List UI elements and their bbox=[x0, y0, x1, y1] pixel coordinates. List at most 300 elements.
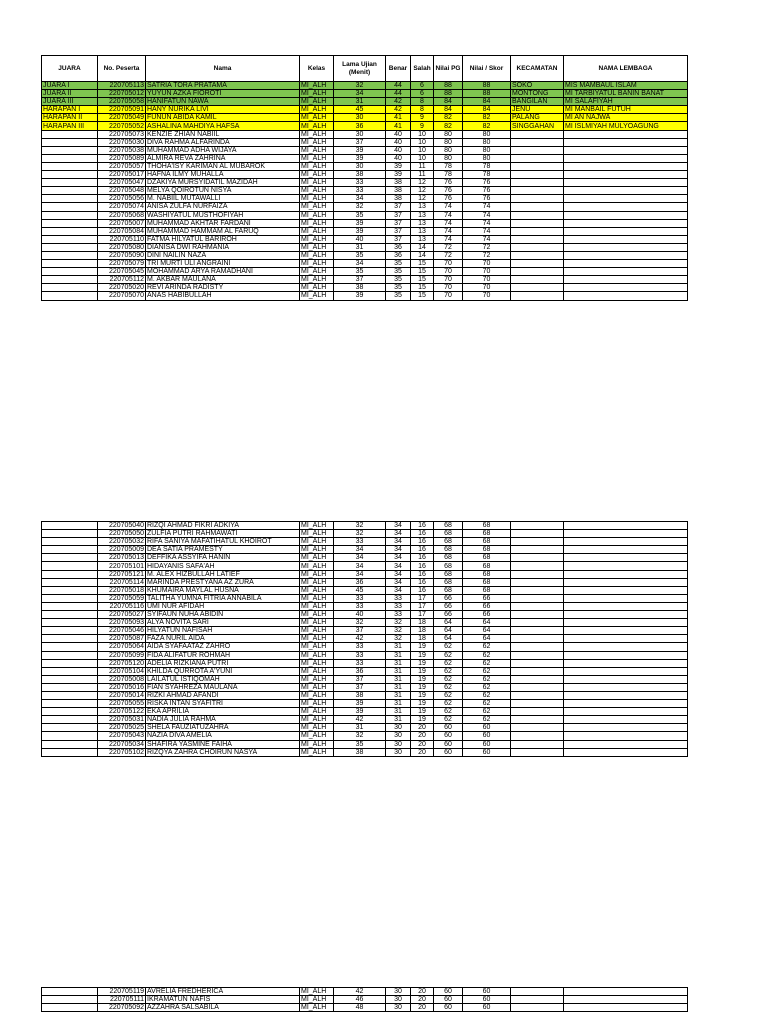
cell-nilai-skor: 68 bbox=[463, 522, 511, 530]
cell-kelas: MI_ALH bbox=[300, 130, 334, 138]
cell-nilai-skor: 66 bbox=[463, 594, 511, 602]
table-row bbox=[42, 619, 688, 627]
cell-salah: 19 bbox=[411, 675, 434, 683]
cell-juara bbox=[42, 651, 98, 659]
cell-benar: 31 bbox=[386, 651, 411, 659]
cell-kecamatan bbox=[511, 146, 564, 154]
cell-nilai-pg: 76 bbox=[434, 195, 463, 203]
cell-lama-ujian: 46 bbox=[334, 996, 386, 1004]
cell-lama-ujian: 39 bbox=[334, 154, 386, 162]
cell-benar: 32 bbox=[386, 627, 411, 635]
cell-no-peserta: 220705013 bbox=[98, 554, 146, 562]
cell-nilai-pg: 74 bbox=[434, 211, 463, 219]
cell-nilai-skor: 74 bbox=[463, 211, 511, 219]
table-row bbox=[42, 578, 688, 586]
cell-juara bbox=[42, 740, 98, 748]
col-kecamatan-header: KECAMATAN bbox=[511, 56, 564, 82]
cell-lama-ujian: 35 bbox=[334, 251, 386, 259]
cell-juara bbox=[42, 235, 98, 243]
cell-nilai-skor: 68 bbox=[463, 570, 511, 578]
cell-kelas: MI_ALH bbox=[300, 235, 334, 243]
cell-benar: 33 bbox=[386, 594, 411, 602]
cell-kelas: MI_ALH bbox=[300, 708, 334, 716]
cell-nilai-skor: 76 bbox=[463, 195, 511, 203]
cell-nilai-skor: 62 bbox=[463, 667, 511, 675]
col-nama-header: Nama bbox=[146, 56, 300, 82]
cell-juara bbox=[42, 268, 98, 276]
cell-nilai-skor: 68 bbox=[463, 538, 511, 546]
cell-no-peserta: 220705017 bbox=[98, 171, 146, 179]
cell-kelas: MI_ALH bbox=[300, 90, 334, 98]
cell-lama-ujian: 33 bbox=[334, 538, 386, 546]
cell-juara: JUARA I bbox=[42, 82, 98, 90]
cell-nilai-skor: 70 bbox=[463, 260, 511, 268]
cell-no-peserta: 220705114 bbox=[98, 578, 146, 586]
cell-benar: 37 bbox=[386, 211, 411, 219]
cell-nama: HAFNA ILMY MUHALLA bbox=[146, 171, 300, 179]
cell-nama-lembaga bbox=[564, 578, 688, 586]
cell-nilai-skor: 76 bbox=[463, 179, 511, 187]
cell-nama-lembaga bbox=[564, 203, 688, 211]
cell-nama-lembaga: MIS MAMBAUL ISLAM bbox=[564, 82, 688, 90]
cell-nilai-skor: 68 bbox=[463, 562, 511, 570]
cell-kelas: MI_ALH bbox=[300, 578, 334, 586]
table-row bbox=[42, 522, 688, 530]
cell-nama-lembaga bbox=[564, 171, 688, 179]
cell-benar: 37 bbox=[386, 227, 411, 235]
cell-nama-lembaga bbox=[564, 1004, 688, 1012]
cell-lama-ujian: 38 bbox=[334, 284, 386, 292]
cell-kecamatan bbox=[511, 171, 564, 179]
cell-nilai-skor: 70 bbox=[463, 292, 511, 300]
cell-lama-ujian: 34 bbox=[334, 195, 386, 203]
cell-nama: SYIFAUN NUHA ABIDIN bbox=[146, 611, 300, 619]
cell-nama-lembaga bbox=[564, 627, 688, 635]
col-no-header: No. Peserta bbox=[98, 56, 146, 82]
cell-kecamatan bbox=[511, 578, 564, 586]
cell-nama: ASHALINA MAHDIYA HAFSA bbox=[146, 122, 300, 130]
cell-lama-ujian: 39 bbox=[334, 292, 386, 300]
cell-juara bbox=[42, 691, 98, 699]
cell-salah: 10 bbox=[411, 138, 434, 146]
cell-benar: 44 bbox=[386, 90, 411, 98]
cell-benar: 37 bbox=[386, 235, 411, 243]
cell-nama-lembaga bbox=[564, 219, 688, 227]
table-row bbox=[42, 988, 688, 996]
cell-salah: 20 bbox=[411, 988, 434, 996]
cell-benar: 30 bbox=[386, 748, 411, 756]
cell-lama-ujian: 32 bbox=[334, 732, 386, 740]
cell-nilai-skor: 62 bbox=[463, 700, 511, 708]
cell-nama: KENZIE ZHIAN NABIIL bbox=[146, 130, 300, 138]
cell-kecamatan bbox=[511, 724, 564, 732]
cell-lama-ujian: 34 bbox=[334, 554, 386, 562]
cell-kecamatan bbox=[511, 130, 564, 138]
cell-lama-ujian: 34 bbox=[334, 90, 386, 98]
cell-no-peserta: 220705110 bbox=[98, 235, 146, 243]
cell-nilai-pg: 64 bbox=[434, 619, 463, 627]
cell-lama-ujian: 39 bbox=[334, 708, 386, 716]
table-row bbox=[42, 130, 688, 138]
cell-lama-ujian: 37 bbox=[334, 138, 386, 146]
col-juara-header: JUARA bbox=[42, 56, 98, 82]
cell-kelas: MI_ALH bbox=[300, 602, 334, 610]
cell-nama: SHAFIRA YASMINE FAIHA bbox=[146, 740, 300, 748]
cell-salah: 10 bbox=[411, 130, 434, 138]
cell-nama-lembaga bbox=[564, 554, 688, 562]
cell-nilai-pg: 70 bbox=[434, 260, 463, 268]
cell-nama-lembaga bbox=[564, 243, 688, 251]
cell-nilai-skor: 78 bbox=[463, 162, 511, 170]
table-row bbox=[42, 227, 688, 235]
cell-no-peserta: 220705049 bbox=[98, 114, 146, 122]
cell-salah: 15 bbox=[411, 276, 434, 284]
table-row bbox=[42, 659, 688, 667]
cell-juara bbox=[42, 635, 98, 643]
table-row bbox=[42, 708, 688, 716]
cell-nilai-pg: 70 bbox=[434, 292, 463, 300]
cell-nilai-pg: 60 bbox=[434, 732, 463, 740]
cell-nama-lembaga: MI MANBAIL FUTUH bbox=[564, 106, 688, 114]
cell-nilai-pg: 62 bbox=[434, 716, 463, 724]
cell-nilai-skor: 62 bbox=[463, 643, 511, 651]
cell-kecamatan bbox=[511, 651, 564, 659]
cell-lama-ujian: 39 bbox=[334, 146, 386, 154]
cell-kecamatan: JENU bbox=[511, 106, 564, 114]
cell-nama-lembaga bbox=[564, 276, 688, 284]
cell-juara bbox=[42, 187, 98, 195]
cell-no-peserta: 220705091 bbox=[98, 106, 146, 114]
cell-salah: 13 bbox=[411, 235, 434, 243]
cell-lama-ujian: 32 bbox=[334, 530, 386, 538]
cell-nilai-pg: 64 bbox=[434, 627, 463, 635]
cell-nilai-pg: 68 bbox=[434, 554, 463, 562]
table-row bbox=[42, 651, 688, 659]
cell-nama-lembaga bbox=[564, 522, 688, 530]
cell-lama-ujian: 32 bbox=[334, 82, 386, 90]
results-body-section2 bbox=[42, 522, 688, 757]
cell-nilai-skor: 68 bbox=[463, 578, 511, 586]
cell-lama-ujian: 33 bbox=[334, 594, 386, 602]
cell-lama-ujian: 42 bbox=[334, 716, 386, 724]
cell-salah: 13 bbox=[411, 203, 434, 211]
cell-kecamatan bbox=[511, 602, 564, 610]
cell-benar: 40 bbox=[386, 154, 411, 162]
cell-nama: ALMIRA REVA ZAHRINA bbox=[146, 154, 300, 162]
cell-kecamatan bbox=[511, 235, 564, 243]
cell-benar: 39 bbox=[386, 171, 411, 179]
cell-no-peserta: 220705018 bbox=[98, 586, 146, 594]
cell-kecamatan bbox=[511, 988, 564, 996]
cell-nilai-pg: 66 bbox=[434, 594, 463, 602]
table-row bbox=[42, 732, 688, 740]
cell-juara bbox=[42, 546, 98, 554]
cell-kelas: MI_ALH bbox=[300, 716, 334, 724]
cell-juara bbox=[42, 611, 98, 619]
cell-nama-lembaga bbox=[564, 988, 688, 996]
cell-no-peserta: 220705057 bbox=[98, 162, 146, 170]
cell-benar: 41 bbox=[386, 114, 411, 122]
cell-no-peserta: 220705121 bbox=[98, 570, 146, 578]
cell-nama-lembaga bbox=[564, 235, 688, 243]
cell-no-peserta: 220705073 bbox=[98, 130, 146, 138]
cell-nama-lembaga bbox=[564, 611, 688, 619]
cell-no-peserta: 220705090 bbox=[98, 251, 146, 259]
cell-nama: DEA SATIA PRAMESTY bbox=[146, 546, 300, 554]
cell-no-peserta: 220705056 bbox=[98, 195, 146, 203]
cell-nama: FIAN SYAHREZA MAULANA bbox=[146, 683, 300, 691]
cell-nama-lembaga bbox=[564, 740, 688, 748]
cell-kecamatan bbox=[511, 740, 564, 748]
cell-benar: 31 bbox=[386, 708, 411, 716]
cell-benar: 34 bbox=[386, 570, 411, 578]
cell-kelas: MI_ALH bbox=[300, 1004, 334, 1012]
cell-juara bbox=[42, 276, 98, 284]
cell-salah: 17 bbox=[411, 594, 434, 602]
cell-lama-ujian: 39 bbox=[334, 700, 386, 708]
cell-nama: IKRAMATUN NAFIS bbox=[146, 996, 300, 1004]
cell-juara bbox=[42, 554, 98, 562]
cell-juara bbox=[42, 988, 98, 996]
cell-kelas: MI_ALH bbox=[300, 106, 334, 114]
cell-nilai-skor: 70 bbox=[463, 268, 511, 276]
cell-juara bbox=[42, 732, 98, 740]
cell-juara bbox=[42, 659, 98, 667]
cell-nama: ADELIA RIZKIANA PUTRI bbox=[146, 659, 300, 667]
cell-juara bbox=[42, 562, 98, 570]
cell-nilai-pg: 60 bbox=[434, 740, 463, 748]
results-table-middle bbox=[41, 521, 688, 757]
cell-nama: MUHAMMAD AKHTAR FARDANI bbox=[146, 219, 300, 227]
cell-salah: 13 bbox=[411, 219, 434, 227]
cell-kecamatan: BANGILAN bbox=[511, 98, 564, 106]
table-row bbox=[42, 243, 688, 251]
cell-juara: JUARA II bbox=[42, 90, 98, 98]
cell-salah: 16 bbox=[411, 522, 434, 530]
cell-kelas: MI_ALH bbox=[300, 683, 334, 691]
cell-benar: 30 bbox=[386, 996, 411, 1004]
cell-no-peserta: 220705079 bbox=[98, 260, 146, 268]
cell-juara bbox=[42, 602, 98, 610]
cell-lama-ujian: 35 bbox=[334, 211, 386, 219]
cell-juara bbox=[42, 700, 98, 708]
cell-kelas: MI_ALH bbox=[300, 594, 334, 602]
cell-lama-ujian: 34 bbox=[334, 260, 386, 268]
cell-kelas: MI_ALH bbox=[300, 154, 334, 162]
cell-kecamatan bbox=[511, 748, 564, 756]
table-row bbox=[42, 748, 688, 756]
cell-kelas: MI_ALH bbox=[300, 522, 334, 530]
cell-kecamatan bbox=[511, 643, 564, 651]
cell-juara bbox=[42, 1004, 98, 1012]
cell-nilai-pg: 88 bbox=[434, 90, 463, 98]
cell-nama: DZAKIYA MURSYIDATIL MAZIDAH bbox=[146, 179, 300, 187]
cell-benar: 40 bbox=[386, 146, 411, 154]
cell-nama: AIDA SYAFAATAZ ZAHRO bbox=[146, 643, 300, 651]
cell-kelas: MI_ALH bbox=[300, 187, 334, 195]
cell-nilai-skor: 84 bbox=[463, 106, 511, 114]
cell-no-peserta: 220705040 bbox=[98, 522, 146, 530]
cell-salah: 19 bbox=[411, 659, 434, 667]
cell-nilai-skor: 62 bbox=[463, 659, 511, 667]
table-row bbox=[42, 106, 688, 114]
table-row bbox=[42, 171, 688, 179]
cell-kelas: MI_ALH bbox=[300, 748, 334, 756]
cell-nama-lembaga bbox=[564, 619, 688, 627]
cell-nilai-skor: 80 bbox=[463, 138, 511, 146]
cell-nama: FUNUN ABIDA KAMIL bbox=[146, 114, 300, 122]
cell-benar: 34 bbox=[386, 562, 411, 570]
cell-nilai-pg: 62 bbox=[434, 708, 463, 716]
cell-nilai-pg: 70 bbox=[434, 268, 463, 276]
cell-nilai-pg: 78 bbox=[434, 162, 463, 170]
cell-nilai-pg: 62 bbox=[434, 691, 463, 699]
cell-kelas: MI_ALH bbox=[300, 98, 334, 106]
cell-nama: NAZIA DIVA AMELIA bbox=[146, 732, 300, 740]
cell-nilai-skor: 78 bbox=[463, 171, 511, 179]
cell-salah: 19 bbox=[411, 700, 434, 708]
cell-nilai-skor: 80 bbox=[463, 130, 511, 138]
cell-benar: 34 bbox=[386, 522, 411, 530]
cell-lama-ujian: 34 bbox=[334, 562, 386, 570]
results-table-top bbox=[41, 55, 688, 301]
cell-nama: M. NABIIL MUTAWALLI bbox=[146, 195, 300, 203]
cell-lama-ujian: 32 bbox=[334, 203, 386, 211]
table-row bbox=[42, 268, 688, 276]
table-row bbox=[42, 114, 688, 122]
cell-kelas: MI_ALH bbox=[300, 114, 334, 122]
cell-kelas: MI_ALH bbox=[300, 146, 334, 154]
cell-lama-ujian: 35 bbox=[334, 268, 386, 276]
cell-no-peserta: 220705012 bbox=[98, 90, 146, 98]
cell-salah: 16 bbox=[411, 562, 434, 570]
cell-nilai-skor: 64 bbox=[463, 619, 511, 627]
cell-kelas: MI_ALH bbox=[300, 667, 334, 675]
cell-juara bbox=[42, 195, 98, 203]
cell-salah: 18 bbox=[411, 635, 434, 643]
cell-salah: 18 bbox=[411, 619, 434, 627]
cell-nilai-skor: 60 bbox=[463, 1004, 511, 1012]
cell-salah: 10 bbox=[411, 154, 434, 162]
cell-kecamatan bbox=[511, 251, 564, 259]
cell-nama-lembaga bbox=[564, 284, 688, 292]
cell-kecamatan bbox=[511, 627, 564, 635]
cell-lama-ujian: 30 bbox=[334, 114, 386, 122]
cell-nama-lembaga bbox=[564, 562, 688, 570]
cell-juara bbox=[42, 243, 98, 251]
cell-benar: 34 bbox=[386, 546, 411, 554]
cell-nama: FATMA HILYATUL BARIROH bbox=[146, 235, 300, 243]
cell-salah: 20 bbox=[411, 740, 434, 748]
cell-salah: 13 bbox=[411, 227, 434, 235]
cell-juara bbox=[42, 683, 98, 691]
cell-kecamatan bbox=[511, 195, 564, 203]
cell-juara bbox=[42, 260, 98, 268]
col-benar-header: Benar bbox=[386, 56, 411, 82]
cell-benar: 31 bbox=[386, 700, 411, 708]
cell-no-peserta: 220705120 bbox=[98, 659, 146, 667]
cell-lama-ujian: 37 bbox=[334, 683, 386, 691]
cell-lama-ujian: 37 bbox=[334, 627, 386, 635]
cell-no-peserta: 220705113 bbox=[98, 82, 146, 90]
cell-kecamatan bbox=[511, 179, 564, 187]
cell-nama-lembaga bbox=[564, 700, 688, 708]
cell-benar: 32 bbox=[386, 635, 411, 643]
cell-kecamatan: SINGGAHAN bbox=[511, 122, 564, 130]
cell-nilai-pg: 82 bbox=[434, 114, 463, 122]
header-row bbox=[42, 56, 688, 82]
cell-kecamatan bbox=[511, 138, 564, 146]
cell-nilai-skor: 60 bbox=[463, 748, 511, 756]
cell-kecamatan bbox=[511, 546, 564, 554]
table-row bbox=[42, 98, 688, 106]
cell-salah: 19 bbox=[411, 708, 434, 716]
cell-kelas: MI_ALH bbox=[300, 988, 334, 996]
cell-lama-ujian: 31 bbox=[334, 243, 386, 251]
cell-no-peserta: 220705074 bbox=[98, 203, 146, 211]
cell-nilai-pg: 76 bbox=[434, 179, 463, 187]
cell-kelas: MI_ALH bbox=[300, 732, 334, 740]
cell-no-peserta: 220705008 bbox=[98, 675, 146, 683]
cell-no-peserta: 220705020 bbox=[98, 284, 146, 292]
cell-lama-ujian: 39 bbox=[334, 227, 386, 235]
cell-nilai-pg: 62 bbox=[434, 700, 463, 708]
cell-nilai-pg: 64 bbox=[434, 635, 463, 643]
cell-kelas: MI_ALH bbox=[300, 195, 334, 203]
cell-lama-ujian: 45 bbox=[334, 106, 386, 114]
cell-kecamatan bbox=[511, 659, 564, 667]
cell-lama-ujian: 30 bbox=[334, 162, 386, 170]
cell-benar: 30 bbox=[386, 724, 411, 732]
cell-kecamatan bbox=[511, 708, 564, 716]
cell-no-peserta: 220705092 bbox=[98, 1004, 146, 1012]
cell-nilai-pg: 68 bbox=[434, 538, 463, 546]
cell-lama-ujian: 35 bbox=[334, 740, 386, 748]
cell-no-peserta: 220705111 bbox=[98, 996, 146, 1004]
cell-salah: 12 bbox=[411, 179, 434, 187]
table-row bbox=[42, 635, 688, 643]
cell-salah: 19 bbox=[411, 691, 434, 699]
table-row bbox=[42, 251, 688, 259]
cell-kelas: MI_ALH bbox=[300, 570, 334, 578]
cell-kecamatan bbox=[511, 243, 564, 251]
cell-lama-ujian: 33 bbox=[334, 187, 386, 195]
cell-kecamatan bbox=[511, 530, 564, 538]
cell-benar: 38 bbox=[386, 195, 411, 203]
cell-nilai-pg: 80 bbox=[434, 130, 463, 138]
cell-salah: 8 bbox=[411, 106, 434, 114]
cell-kelas: MI_ALH bbox=[300, 619, 334, 627]
cell-benar: 34 bbox=[386, 578, 411, 586]
cell-salah: 19 bbox=[411, 716, 434, 724]
cell-benar: 31 bbox=[386, 643, 411, 651]
table-row bbox=[42, 996, 688, 1004]
cell-no-peserta: 220705045 bbox=[98, 268, 146, 276]
cell-benar: 34 bbox=[386, 586, 411, 594]
cell-nama-lembaga bbox=[564, 292, 688, 300]
table-row bbox=[42, 740, 688, 748]
cell-kelas: MI_ALH bbox=[300, 627, 334, 635]
cell-nama-lembaga bbox=[564, 691, 688, 699]
cell-kelas: MI_ALH bbox=[300, 691, 334, 699]
cell-nilai-skor: 68 bbox=[463, 546, 511, 554]
cell-salah: 19 bbox=[411, 651, 434, 659]
cell-no-peserta: 220705025 bbox=[98, 724, 146, 732]
cell-lama-ujian: 30 bbox=[334, 130, 386, 138]
cell-nilai-pg: 68 bbox=[434, 562, 463, 570]
cell-juara bbox=[42, 708, 98, 716]
cell-salah: 12 bbox=[411, 195, 434, 203]
